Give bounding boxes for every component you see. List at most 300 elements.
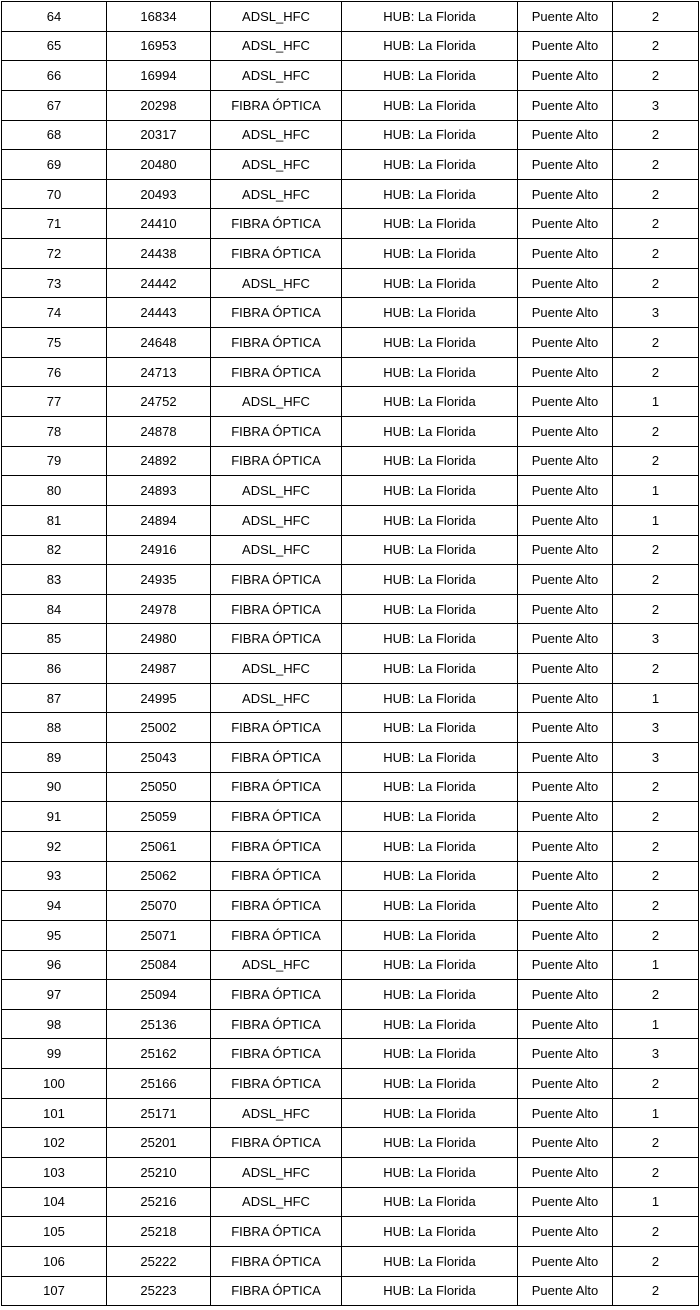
commune-cell: Puente Alto bbox=[518, 476, 613, 506]
table-row bbox=[2, 1187, 699, 1217]
data-table bbox=[1, 1, 699, 1306]
row-number-cell: 76 bbox=[2, 357, 107, 387]
count-cell: 2 bbox=[613, 1276, 699, 1306]
count-cell: 2 bbox=[613, 446, 699, 476]
id-cell: 24987 bbox=[107, 654, 211, 684]
row-number-cell: 88 bbox=[2, 713, 107, 743]
id-cell: 24713 bbox=[107, 357, 211, 387]
id-cell: 24980 bbox=[107, 624, 211, 654]
hub-cell: HUB: La Florida bbox=[342, 1069, 518, 1099]
id-cell: 20298 bbox=[107, 90, 211, 120]
hub-cell: HUB: La Florida bbox=[342, 2, 518, 32]
commune-cell: Puente Alto bbox=[518, 298, 613, 328]
technology-cell: FIBRA ÓPTICA bbox=[211, 328, 342, 358]
commune-cell: Puente Alto bbox=[518, 565, 613, 595]
count-cell: 2 bbox=[613, 891, 699, 921]
commune-cell: Puente Alto bbox=[518, 1157, 613, 1187]
table-body bbox=[2, 2, 699, 1306]
hub-cell: HUB: La Florida bbox=[342, 209, 518, 239]
id-cell: 25059 bbox=[107, 802, 211, 832]
commune-cell: Puente Alto bbox=[518, 1217, 613, 1247]
commune-cell: Puente Alto bbox=[518, 179, 613, 209]
table-row bbox=[2, 654, 699, 684]
row-number-cell: 92 bbox=[2, 831, 107, 861]
commune-cell: Puente Alto bbox=[518, 90, 613, 120]
count-cell: 2 bbox=[613, 831, 699, 861]
technology-cell: ADSL_HFC bbox=[211, 179, 342, 209]
technology-cell: FIBRA ÓPTICA bbox=[211, 416, 342, 446]
id-cell: 24438 bbox=[107, 239, 211, 269]
id-cell: 16994 bbox=[107, 61, 211, 91]
row-number-cell: 106 bbox=[2, 1246, 107, 1276]
table-row bbox=[2, 1217, 699, 1247]
count-cell: 1 bbox=[613, 505, 699, 535]
count-cell: 1 bbox=[613, 950, 699, 980]
row-number-cell: 95 bbox=[2, 920, 107, 950]
count-cell: 2 bbox=[613, 268, 699, 298]
commune-cell: Puente Alto bbox=[518, 505, 613, 535]
id-cell: 25084 bbox=[107, 950, 211, 980]
row-number-cell: 66 bbox=[2, 61, 107, 91]
count-cell: 2 bbox=[613, 772, 699, 802]
technology-cell: FIBRA ÓPTICA bbox=[211, 891, 342, 921]
commune-cell: Puente Alto bbox=[518, 1128, 613, 1158]
commune-cell: Puente Alto bbox=[518, 328, 613, 358]
technology-cell: FIBRA ÓPTICA bbox=[211, 772, 342, 802]
id-cell: 24752 bbox=[107, 387, 211, 417]
table-row bbox=[2, 861, 699, 891]
hub-cell: HUB: La Florida bbox=[342, 1157, 518, 1187]
technology-cell: FIBRA ÓPTICA bbox=[211, 1276, 342, 1306]
id-cell: 25222 bbox=[107, 1246, 211, 1276]
count-cell: 2 bbox=[613, 535, 699, 565]
count-cell: 2 bbox=[613, 802, 699, 832]
commune-cell: Puente Alto bbox=[518, 1039, 613, 1069]
table-row bbox=[2, 446, 699, 476]
technology-cell: ADSL_HFC bbox=[211, 683, 342, 713]
table-row bbox=[2, 594, 699, 624]
id-cell: 16953 bbox=[107, 31, 211, 61]
id-cell: 24978 bbox=[107, 594, 211, 624]
commune-cell: Puente Alto bbox=[518, 1009, 613, 1039]
row-number-cell: 87 bbox=[2, 683, 107, 713]
hub-cell: HUB: La Florida bbox=[342, 239, 518, 269]
table-row bbox=[2, 772, 699, 802]
commune-cell: Puente Alto bbox=[518, 683, 613, 713]
hub-cell: HUB: La Florida bbox=[342, 772, 518, 802]
id-cell: 25171 bbox=[107, 1098, 211, 1128]
technology-cell: ADSL_HFC bbox=[211, 505, 342, 535]
commune-cell: Puente Alto bbox=[518, 624, 613, 654]
id-cell: 25094 bbox=[107, 980, 211, 1010]
row-number-cell: 67 bbox=[2, 90, 107, 120]
hub-cell: HUB: La Florida bbox=[342, 743, 518, 773]
commune-cell: Puente Alto bbox=[518, 1276, 613, 1306]
hub-cell: HUB: La Florida bbox=[342, 654, 518, 684]
table-row bbox=[2, 802, 699, 832]
count-cell: 2 bbox=[613, 565, 699, 595]
commune-cell: Puente Alto bbox=[518, 268, 613, 298]
row-number-cell: 104 bbox=[2, 1187, 107, 1217]
id-cell: 24442 bbox=[107, 268, 211, 298]
technology-cell: FIBRA ÓPTICA bbox=[211, 565, 342, 595]
table-row bbox=[2, 1009, 699, 1039]
hub-cell: HUB: La Florida bbox=[342, 1098, 518, 1128]
technology-cell: ADSL_HFC bbox=[211, 476, 342, 506]
table-row bbox=[2, 1276, 699, 1306]
table-row bbox=[2, 920, 699, 950]
table-row bbox=[2, 209, 699, 239]
commune-cell: Puente Alto bbox=[518, 446, 613, 476]
id-cell: 25043 bbox=[107, 743, 211, 773]
row-number-cell: 101 bbox=[2, 1098, 107, 1128]
table-row bbox=[2, 328, 699, 358]
hub-cell: HUB: La Florida bbox=[342, 90, 518, 120]
count-cell: 2 bbox=[613, 980, 699, 1010]
hub-cell: HUB: La Florida bbox=[342, 150, 518, 180]
table-row bbox=[2, 891, 699, 921]
technology-cell: FIBRA ÓPTICA bbox=[211, 831, 342, 861]
id-cell: 24894 bbox=[107, 505, 211, 535]
technology-cell: FIBRA ÓPTICA bbox=[211, 298, 342, 328]
count-cell: 2 bbox=[613, 179, 699, 209]
hub-cell: HUB: La Florida bbox=[342, 950, 518, 980]
id-cell: 24916 bbox=[107, 535, 211, 565]
hub-cell: HUB: La Florida bbox=[342, 861, 518, 891]
technology-cell: ADSL_HFC bbox=[211, 387, 342, 417]
technology-cell: ADSL_HFC bbox=[211, 1098, 342, 1128]
technology-cell: FIBRA ÓPTICA bbox=[211, 1009, 342, 1039]
table-row bbox=[2, 831, 699, 861]
row-number-cell: 107 bbox=[2, 1276, 107, 1306]
row-number-cell: 99 bbox=[2, 1039, 107, 1069]
row-number-cell: 74 bbox=[2, 298, 107, 328]
id-cell: 25136 bbox=[107, 1009, 211, 1039]
table-row bbox=[2, 1098, 699, 1128]
id-cell: 24935 bbox=[107, 565, 211, 595]
count-cell: 2 bbox=[613, 150, 699, 180]
commune-cell: Puente Alto bbox=[518, 150, 613, 180]
hub-cell: HUB: La Florida bbox=[342, 1128, 518, 1158]
row-number-cell: 97 bbox=[2, 980, 107, 1010]
commune-cell: Puente Alto bbox=[518, 743, 613, 773]
row-number-cell: 71 bbox=[2, 209, 107, 239]
count-cell: 1 bbox=[613, 476, 699, 506]
technology-cell: ADSL_HFC bbox=[211, 31, 342, 61]
row-number-cell: 94 bbox=[2, 891, 107, 921]
row-number-cell: 93 bbox=[2, 861, 107, 891]
row-number-cell: 89 bbox=[2, 743, 107, 773]
table-row bbox=[2, 1039, 699, 1069]
commune-cell: Puente Alto bbox=[518, 980, 613, 1010]
technology-cell: FIBRA ÓPTICA bbox=[211, 802, 342, 832]
count-cell: 2 bbox=[613, 31, 699, 61]
technology-cell: ADSL_HFC bbox=[211, 950, 342, 980]
count-cell: 3 bbox=[613, 90, 699, 120]
technology-cell: FIBRA ÓPTICA bbox=[211, 594, 342, 624]
hub-cell: HUB: La Florida bbox=[342, 891, 518, 921]
technology-cell: FIBRA ÓPTICA bbox=[211, 713, 342, 743]
technology-cell: FIBRA ÓPTICA bbox=[211, 90, 342, 120]
commune-cell: Puente Alto bbox=[518, 61, 613, 91]
id-cell: 24443 bbox=[107, 298, 211, 328]
count-cell: 2 bbox=[613, 2, 699, 32]
hub-cell: HUB: La Florida bbox=[342, 594, 518, 624]
commune-cell: Puente Alto bbox=[518, 535, 613, 565]
commune-cell: Puente Alto bbox=[518, 594, 613, 624]
id-cell: 25071 bbox=[107, 920, 211, 950]
id-cell: 25070 bbox=[107, 891, 211, 921]
technology-cell: FIBRA ÓPTICA bbox=[211, 1069, 342, 1099]
table-row bbox=[2, 150, 699, 180]
id-cell: 25062 bbox=[107, 861, 211, 891]
count-cell: 2 bbox=[613, 594, 699, 624]
count-cell: 3 bbox=[613, 743, 699, 773]
hub-cell: HUB: La Florida bbox=[342, 1009, 518, 1039]
row-number-cell: 82 bbox=[2, 535, 107, 565]
table-row bbox=[2, 683, 699, 713]
commune-cell: Puente Alto bbox=[518, 416, 613, 446]
technology-cell: FIBRA ÓPTICA bbox=[211, 239, 342, 269]
table-row bbox=[2, 179, 699, 209]
id-cell: 25061 bbox=[107, 831, 211, 861]
count-cell: 3 bbox=[613, 713, 699, 743]
commune-cell: Puente Alto bbox=[518, 772, 613, 802]
commune-cell: Puente Alto bbox=[518, 950, 613, 980]
commune-cell: Puente Alto bbox=[518, 2, 613, 32]
table-row bbox=[2, 387, 699, 417]
table-row bbox=[2, 416, 699, 446]
id-cell: 24995 bbox=[107, 683, 211, 713]
count-cell: 2 bbox=[613, 328, 699, 358]
hub-cell: HUB: La Florida bbox=[342, 1039, 518, 1069]
table-row bbox=[2, 357, 699, 387]
table-row bbox=[2, 298, 699, 328]
count-cell: 2 bbox=[613, 61, 699, 91]
row-number-cell: 78 bbox=[2, 416, 107, 446]
technology-cell: FIBRA ÓPTICA bbox=[211, 446, 342, 476]
table-row bbox=[2, 239, 699, 269]
hub-cell: HUB: La Florida bbox=[342, 505, 518, 535]
commune-cell: Puente Alto bbox=[518, 831, 613, 861]
table-row bbox=[2, 1157, 699, 1187]
count-cell: 2 bbox=[613, 209, 699, 239]
commune-cell: Puente Alto bbox=[518, 891, 613, 921]
row-number-cell: 86 bbox=[2, 654, 107, 684]
commune-cell: Puente Alto bbox=[518, 713, 613, 743]
count-cell: 2 bbox=[613, 1069, 699, 1099]
count-cell: 2 bbox=[613, 357, 699, 387]
hub-cell: HUB: La Florida bbox=[342, 713, 518, 743]
row-number-cell: 100 bbox=[2, 1069, 107, 1099]
hub-cell: HUB: La Florida bbox=[342, 802, 518, 832]
row-number-cell: 102 bbox=[2, 1128, 107, 1158]
hub-cell: HUB: La Florida bbox=[342, 357, 518, 387]
commune-cell: Puente Alto bbox=[518, 239, 613, 269]
table-row bbox=[2, 980, 699, 1010]
technology-cell: ADSL_HFC bbox=[211, 535, 342, 565]
row-number-cell: 77 bbox=[2, 387, 107, 417]
hub-cell: HUB: La Florida bbox=[342, 387, 518, 417]
id-cell: 25002 bbox=[107, 713, 211, 743]
id-cell: 25201 bbox=[107, 1128, 211, 1158]
count-cell: 3 bbox=[613, 624, 699, 654]
hub-cell: HUB: La Florida bbox=[342, 120, 518, 150]
count-cell: 2 bbox=[613, 239, 699, 269]
commune-cell: Puente Alto bbox=[518, 120, 613, 150]
row-number-cell: 85 bbox=[2, 624, 107, 654]
table-row bbox=[2, 31, 699, 61]
technology-cell: FIBRA ÓPTICA bbox=[211, 1217, 342, 1247]
technology-cell: ADSL_HFC bbox=[211, 268, 342, 298]
count-cell: 2 bbox=[613, 1128, 699, 1158]
count-cell: 1 bbox=[613, 387, 699, 417]
count-cell: 2 bbox=[613, 861, 699, 891]
commune-cell: Puente Alto bbox=[518, 1187, 613, 1217]
id-cell: 25223 bbox=[107, 1276, 211, 1306]
technology-cell: FIBRA ÓPTICA bbox=[211, 357, 342, 387]
id-cell: 24892 bbox=[107, 446, 211, 476]
id-cell: 24893 bbox=[107, 476, 211, 506]
count-cell: 1 bbox=[613, 683, 699, 713]
technology-cell: FIBRA ÓPTICA bbox=[211, 980, 342, 1010]
id-cell: 25210 bbox=[107, 1157, 211, 1187]
hub-cell: HUB: La Florida bbox=[342, 920, 518, 950]
table-row bbox=[2, 61, 699, 91]
id-cell: 24648 bbox=[107, 328, 211, 358]
table-row bbox=[2, 565, 699, 595]
count-cell: 1 bbox=[613, 1009, 699, 1039]
table-row bbox=[2, 1069, 699, 1099]
technology-cell: FIBRA ÓPTICA bbox=[211, 920, 342, 950]
id-cell: 25050 bbox=[107, 772, 211, 802]
hub-cell: HUB: La Florida bbox=[342, 268, 518, 298]
row-number-cell: 75 bbox=[2, 328, 107, 358]
technology-cell: FIBRA ÓPTICA bbox=[211, 624, 342, 654]
count-cell: 2 bbox=[613, 120, 699, 150]
id-cell: 25162 bbox=[107, 1039, 211, 1069]
commune-cell: Puente Alto bbox=[518, 802, 613, 832]
hub-cell: HUB: La Florida bbox=[342, 416, 518, 446]
technology-cell: ADSL_HFC bbox=[211, 2, 342, 32]
table-row bbox=[2, 2, 699, 32]
technology-cell: ADSL_HFC bbox=[211, 1157, 342, 1187]
row-number-cell: 65 bbox=[2, 31, 107, 61]
row-number-cell: 98 bbox=[2, 1009, 107, 1039]
count-cell: 2 bbox=[613, 920, 699, 950]
table-row bbox=[2, 624, 699, 654]
count-cell: 2 bbox=[613, 654, 699, 684]
row-number-cell: 70 bbox=[2, 179, 107, 209]
commune-cell: Puente Alto bbox=[518, 1069, 613, 1099]
count-cell: 3 bbox=[613, 298, 699, 328]
row-number-cell: 79 bbox=[2, 446, 107, 476]
technology-cell: ADSL_HFC bbox=[211, 150, 342, 180]
hub-cell: HUB: La Florida bbox=[342, 1217, 518, 1247]
count-cell: 2 bbox=[613, 1217, 699, 1247]
hub-cell: HUB: La Florida bbox=[342, 328, 518, 358]
id-cell: 20493 bbox=[107, 179, 211, 209]
commune-cell: Puente Alto bbox=[518, 861, 613, 891]
hub-cell: HUB: La Florida bbox=[342, 31, 518, 61]
table-row bbox=[2, 743, 699, 773]
table-row bbox=[2, 1128, 699, 1158]
hub-cell: HUB: La Florida bbox=[342, 61, 518, 91]
commune-cell: Puente Alto bbox=[518, 387, 613, 417]
hub-cell: HUB: La Florida bbox=[342, 298, 518, 328]
count-cell: 3 bbox=[613, 1039, 699, 1069]
row-number-cell: 72 bbox=[2, 239, 107, 269]
count-cell: 1 bbox=[613, 1098, 699, 1128]
row-number-cell: 80 bbox=[2, 476, 107, 506]
technology-cell: FIBRA ÓPTICA bbox=[211, 1128, 342, 1158]
commune-cell: Puente Alto bbox=[518, 31, 613, 61]
commune-cell: Puente Alto bbox=[518, 357, 613, 387]
id-cell: 20480 bbox=[107, 150, 211, 180]
commune-cell: Puente Alto bbox=[518, 1246, 613, 1276]
technology-cell: FIBRA ÓPTICA bbox=[211, 861, 342, 891]
count-cell: 1 bbox=[613, 1187, 699, 1217]
hub-cell: HUB: La Florida bbox=[342, 980, 518, 1010]
table-row bbox=[2, 476, 699, 506]
commune-cell: Puente Alto bbox=[518, 209, 613, 239]
hub-cell: HUB: La Florida bbox=[342, 1246, 518, 1276]
table-row bbox=[2, 535, 699, 565]
hub-cell: HUB: La Florida bbox=[342, 683, 518, 713]
id-cell: 25218 bbox=[107, 1217, 211, 1247]
commune-cell: Puente Alto bbox=[518, 920, 613, 950]
technology-cell: ADSL_HFC bbox=[211, 1187, 342, 1217]
hub-cell: HUB: La Florida bbox=[342, 446, 518, 476]
hub-cell: HUB: La Florida bbox=[342, 831, 518, 861]
commune-cell: Puente Alto bbox=[518, 654, 613, 684]
count-cell: 2 bbox=[613, 416, 699, 446]
row-number-cell: 105 bbox=[2, 1217, 107, 1247]
row-number-cell: 83 bbox=[2, 565, 107, 595]
hub-cell: HUB: La Florida bbox=[342, 476, 518, 506]
table-row bbox=[2, 268, 699, 298]
table-row bbox=[2, 1246, 699, 1276]
commune-cell: Puente Alto bbox=[518, 1098, 613, 1128]
id-cell: 25166 bbox=[107, 1069, 211, 1099]
table-row bbox=[2, 120, 699, 150]
row-number-cell: 91 bbox=[2, 802, 107, 832]
row-number-cell: 68 bbox=[2, 120, 107, 150]
id-cell: 24410 bbox=[107, 209, 211, 239]
row-number-cell: 84 bbox=[2, 594, 107, 624]
technology-cell: FIBRA ÓPTICA bbox=[211, 209, 342, 239]
id-cell: 20317 bbox=[107, 120, 211, 150]
row-number-cell: 90 bbox=[2, 772, 107, 802]
id-cell: 24878 bbox=[107, 416, 211, 446]
hub-cell: HUB: La Florida bbox=[342, 565, 518, 595]
hub-cell: HUB: La Florida bbox=[342, 1276, 518, 1306]
row-number-cell: 103 bbox=[2, 1157, 107, 1187]
row-number-cell: 81 bbox=[2, 505, 107, 535]
id-cell: 25216 bbox=[107, 1187, 211, 1217]
table-row bbox=[2, 950, 699, 980]
technology-cell: FIBRA ÓPTICA bbox=[211, 743, 342, 773]
table-row bbox=[2, 505, 699, 535]
hub-cell: HUB: La Florida bbox=[342, 179, 518, 209]
row-number-cell: 64 bbox=[2, 2, 107, 32]
row-number-cell: 73 bbox=[2, 268, 107, 298]
technology-cell: ADSL_HFC bbox=[211, 61, 342, 91]
count-cell: 2 bbox=[613, 1157, 699, 1187]
technology-cell: FIBRA ÓPTICA bbox=[211, 1039, 342, 1069]
row-number-cell: 96 bbox=[2, 950, 107, 980]
hub-cell: HUB: La Florida bbox=[342, 535, 518, 565]
